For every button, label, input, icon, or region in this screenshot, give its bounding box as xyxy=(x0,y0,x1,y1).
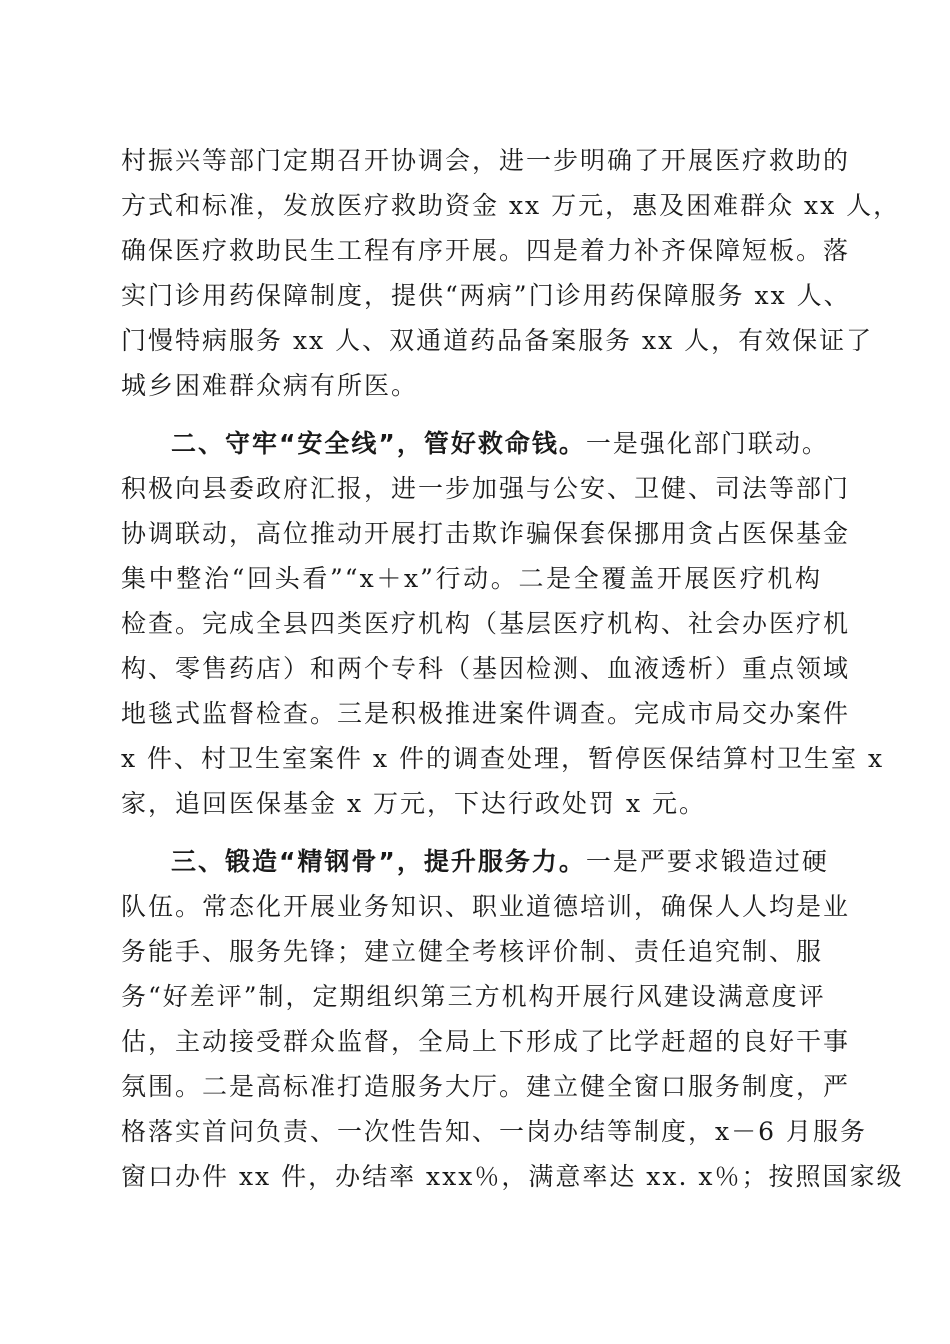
text-line: x 件、村卫生室案件 x 件的调查处理，暂停医保结算村卫生室 x xyxy=(121,744,885,773)
text-line: 地毯式监督检查。三是积极推进案件调查。完成市局交办案件 xyxy=(121,699,851,728)
text-line: 务能手、服务先锋；建立健全考核评价制、责任追究制、服 xyxy=(121,937,824,966)
paragraph-service-capacity xyxy=(121,839,904,1199)
paragraph-medical-aid-continued xyxy=(121,138,901,408)
text-line: 构、零售药店）和两个专科（基因检测、血液透析）重点领域 xyxy=(121,654,851,683)
text-line: 积极向县委政府汇报，进一步加强与公安、卫健、司法等部门 xyxy=(121,474,851,503)
paragraph-safety-line xyxy=(121,421,885,826)
text-line: 家，追回医保基金 x 万元，下达行政处罚 x 元。 xyxy=(121,789,706,818)
section-heading-3: 三、锻造“精钢骨”，提升服务力。 xyxy=(171,847,586,876)
text-line: 集中整治“回头看”“x＋x”行动。二是全覆盖开展医疗机构 xyxy=(121,564,822,593)
text-line: 检查。完成全县四类医疗机构（基层医疗机构、社会办医疗机 xyxy=(121,609,851,638)
text-line: 确保医疗救助民生工程有序开展。四是着力补齐保障短板。落 xyxy=(121,236,851,265)
text-line: 氛围。二是高标准打造服务大厅。建立健全窗口服务制度，严 xyxy=(121,1072,851,1101)
text-line: 务“好差评”制，定期组织第三方机构开展行风建设满意度评 xyxy=(121,982,826,1011)
text-line: 队伍。常态化开展业务知识、职业道德培训，确保人人均是业 xyxy=(121,892,851,921)
text-line: 村振兴等部门定期召开协调会，进一步明确了开展医疗救助的 xyxy=(121,146,851,175)
text-line: 城乡困难群众病有所医。 xyxy=(121,371,419,400)
text-line: 实门诊用药保障制度，提供“两病”门诊用药保障服务 xx 人、 xyxy=(121,281,851,310)
section-heading-2: 二、守牢“安全线”，管好救命钱。 xyxy=(171,429,586,458)
text-line: 格落实首问负责、一次性告知、一岗办结等制度，x－6 月服务 xyxy=(121,1117,867,1146)
heading-line-rest: 一是严要求锻造过硬 xyxy=(585,847,829,876)
text-line: 方式和标准，发放医疗救助资金 xx 万元，惠及困难群众 xx 人， xyxy=(121,191,901,220)
text-line xyxy=(121,839,829,884)
text-line xyxy=(121,421,829,466)
text-line: 窗口办件 xx 件，办结率 xxx％，满意率达 xx. x％；按照国家级 xyxy=(121,1162,904,1191)
heading-line-rest: 一是强化部门联动。 xyxy=(585,429,829,458)
text-line: 协调联动，高位推动开展打击欺诈骗保套保挪用贪占医保基金 xyxy=(121,519,851,548)
text-line: 估，主动接受群众监督，全局上下形成了比学赶超的良好干事 xyxy=(121,1027,851,1056)
text-line: 门慢特病服务 xx 人、双通道药品备案服务 xx 人，有效保证了 xyxy=(121,326,874,355)
